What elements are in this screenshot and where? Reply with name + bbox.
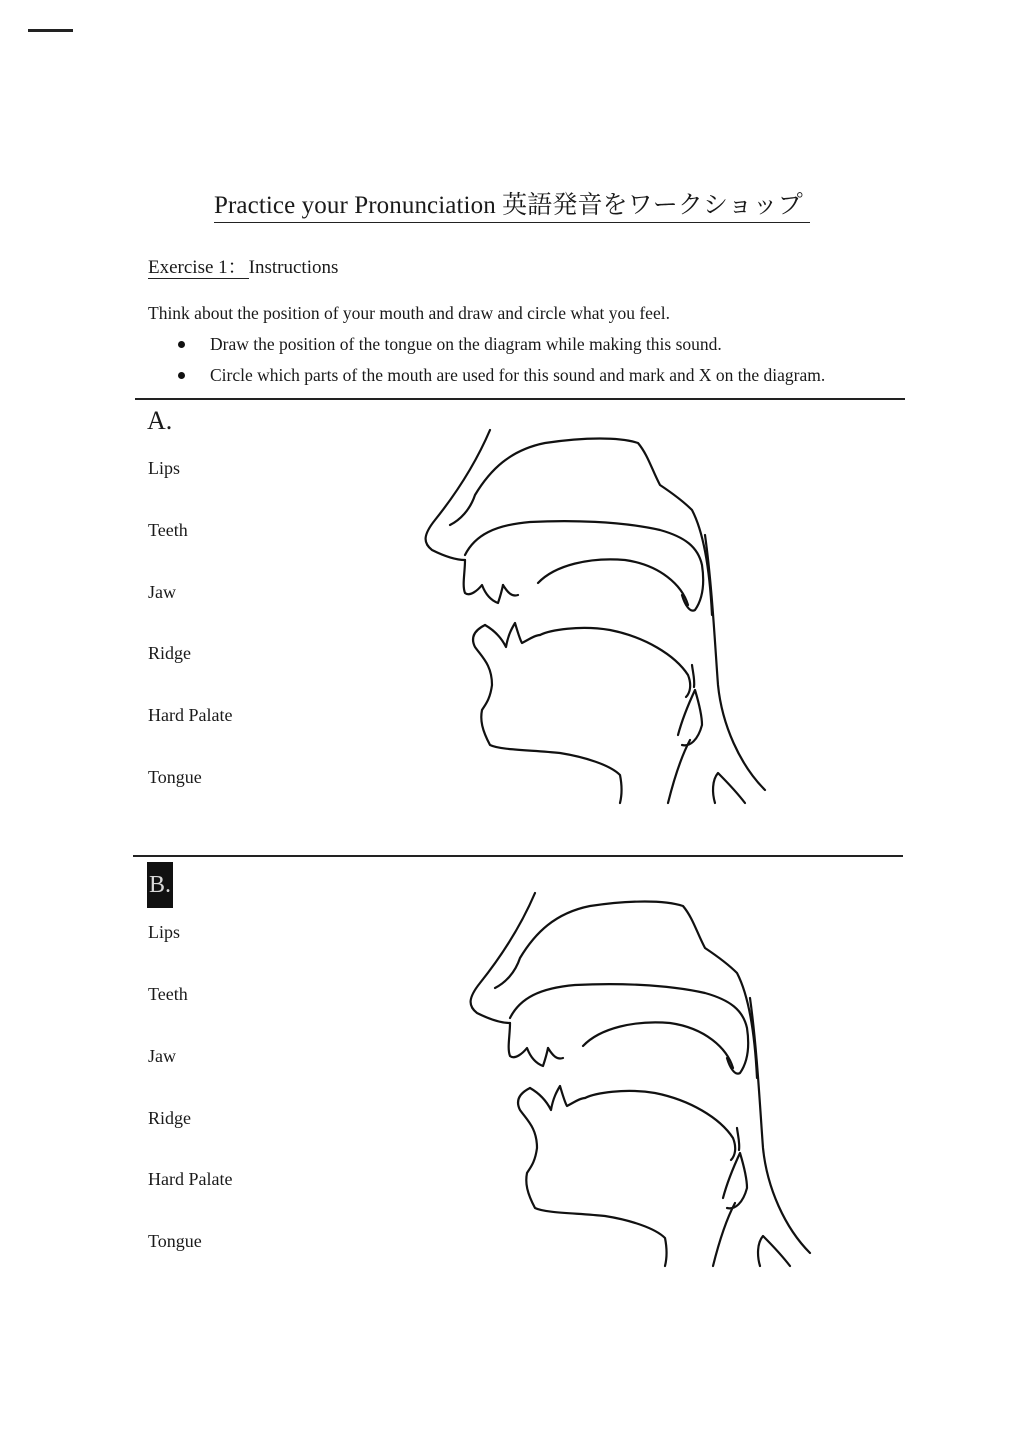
exercise-label: Exercise 1： — [148, 257, 247, 278]
exercise-heading-text: Instructions — [248, 257, 339, 278]
section-divider — [135, 398, 905, 400]
instruction-item — [178, 364, 825, 395]
part-label-hard-palate: Hard Palate — [148, 705, 233, 725]
bullet-icon — [178, 341, 185, 348]
part-label-lips: Lips — [148, 458, 181, 478]
part-label-jaw: Jaw — [148, 1046, 176, 1066]
page-title: Practice your Pronunciation 英語発音をワークショップ — [214, 190, 810, 223]
part-label-tongue: Tongue — [148, 1231, 202, 1251]
instruction-list — [178, 333, 825, 395]
section-letter-b: B. — [147, 862, 173, 908]
vocal-tract-diagram-icon — [420, 425, 780, 805]
instruction-text: Draw the position of the tongue on the diagram while making this sound. — [210, 334, 722, 354]
part-label-ridge: Ridge — [148, 1108, 191, 1128]
part-label-hard-palate: Hard Palate — [148, 1169, 233, 1189]
instruction-item — [178, 333, 825, 364]
part-label-lips: Lips — [148, 922, 181, 942]
part-label-jaw: Jaw — [148, 582, 176, 602]
section-letter-a: A. — [147, 406, 173, 435]
intro-text: Think about the position of your mouth and draw and circle what you feel. — [148, 303, 670, 323]
bullet-icon — [178, 372, 185, 379]
exercise-heading — [148, 256, 338, 280]
instruction-text: Circle which parts of the mouth are used for this sound and mark and X on the diagram. — [210, 365, 826, 385]
part-label-teeth: Teeth — [148, 984, 188, 1004]
part-label-tongue: Tongue — [148, 767, 202, 787]
scan-mark — [28, 29, 73, 32]
vocal-tract-diagram-icon — [465, 888, 825, 1268]
part-label-teeth: Teeth — [148, 520, 188, 540]
section-divider — [133, 855, 903, 857]
part-label-ridge: Ridge — [148, 643, 191, 663]
